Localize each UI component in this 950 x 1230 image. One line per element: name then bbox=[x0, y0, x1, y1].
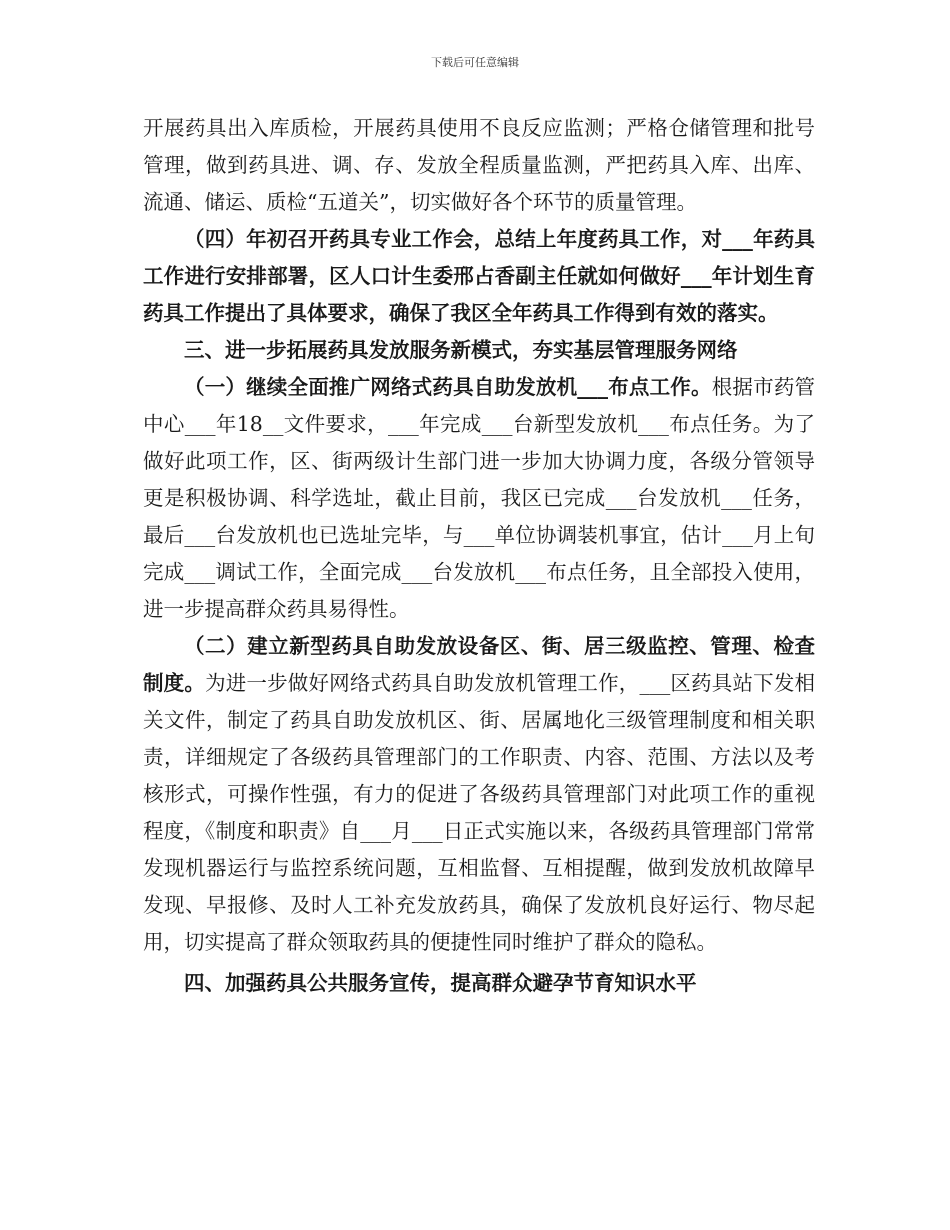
paragraph-three-one bbox=[143, 369, 815, 628]
document-body bbox=[143, 110, 815, 1002]
paragraph-three-two-text: 为进一步做好网络式药具自助发放机管理工作，___区药具站下发相关文件，制定了药具自助发放机区、街、居属地化三级管理制度和相关职责，详细规定了各级药具管理部门的工作职责、内容、范围、方法以及考核形式，可操作性强，有力的促进了各级药具管理部门对此项工作的重视程度，《制度和职责》自___月___日正式实施以来，各级药具管理部门常常发现机器运行与监控系统问题，互相监督、互相提醒，做到发放机故障早发现、早报修、及时人工补充发放药具，确保了发放机良好运行、物尽起用，切实提高了群众领取药具的便捷性同时维护了群众的隐私。 bbox=[143, 671, 816, 954]
section-heading-three: 三、进一步拓展药具发放服务新模式，夯实基层管理服务网络 bbox=[184, 338, 738, 362]
section-heading-four: 四、加强药具公共服务宣传，提高群众避孕节育知识水平 bbox=[184, 971, 697, 995]
paragraph-three-one-text: 根据市药管中心___年18__文件要求，___年完成___台新型发放机___布点任务。为了做好此项工作，区、街两级计生部门进一步加大协调力度，各级分管领导更是积极协调、科学选址，截止目前，我区已完成___台发放机___任务，最后___台发放机也已选址完毕，与___单位协调装机事宜，估计___月上旬完成___调试工作，全面完成___台发放机___布点任务，且全部投入使用，进一步提高群众药具易得性。 bbox=[143, 375, 816, 621]
paragraph-three-two-title: （二）建立新型药具自助发放设备区、街、居三级监控、管理、检查制度。 bbox=[143, 634, 815, 695]
page-header: 下载后可任意编辑 bbox=[431, 56, 519, 69]
paragraph-three-one-title: （一）继续全面推广网络式药具自助发放机___布点工作。 bbox=[184, 375, 712, 399]
paragraph-four: （四）年初召开药具专业工作会，总结上年度药具工作，对___年药具工作进行安排部署，区人口计生委邢占香副主任就如何做好___年计划生育药具工作提出了具体要求，确保了我区全年药具工作得到有效的落实。 bbox=[143, 227, 815, 325]
paragraph-continuation: 开展药具出入库质检，开展药具使用不良反应监测；严格仓储管理和批号管理，做到药具进、调、存、发放全程质量监测，严把药具入库、出库、流通、储运、质检“五道关”，切实做好各个环节的质量管理。 bbox=[143, 116, 815, 214]
paragraph-three-two bbox=[143, 628, 815, 961]
